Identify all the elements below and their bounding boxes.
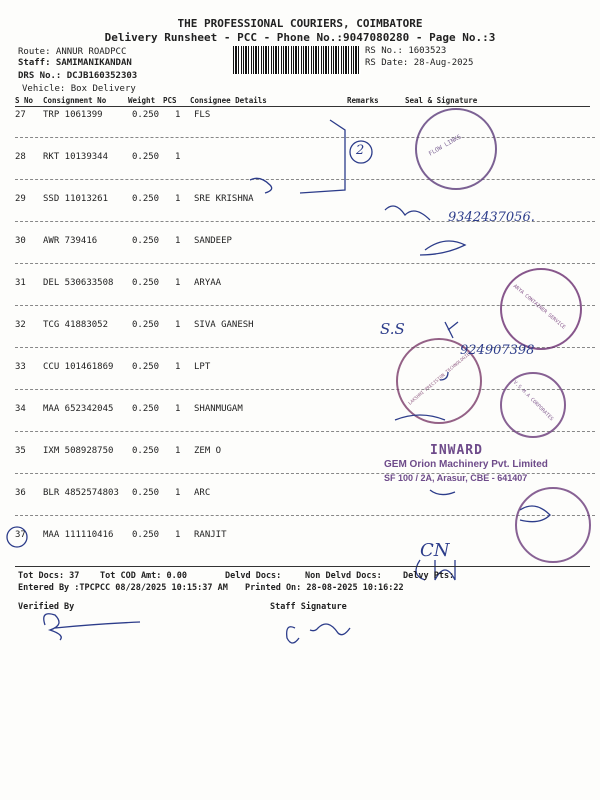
row-consignment: SSD 11013261	[43, 194, 109, 204]
row-weight: 0.250	[132, 488, 160, 498]
row-consignee: SHANMUGAM	[194, 404, 243, 414]
gem-orion-stamp: GEM Orion Machinery Pvt. Limited	[384, 459, 548, 470]
total-docs: Tot Docs: 37	[18, 571, 80, 581]
handwritten-phone-1: 9342437056.	[448, 210, 535, 225]
row-sno: 33	[15, 362, 26, 372]
route-label: Route: ANNUR ROADPCC	[18, 47, 127, 57]
col-seal: Seal & Signature	[405, 96, 478, 105]
row-pcs: 1	[175, 446, 181, 456]
non-delivered-docs: Non Delvd Docs:	[305, 571, 382, 581]
staff-signature-label: Staff Signature	[270, 602, 347, 612]
row-pcs: 1	[175, 278, 181, 288]
row-consignee: RANJIT	[194, 530, 227, 540]
row-consignment: TRP 1061399	[43, 110, 103, 120]
signature-34	[395, 372, 448, 420]
row-pcs: 1	[175, 404, 181, 414]
staff-label: Staff: SAMIMANIKANDAN	[18, 58, 132, 68]
row-consignee: FLS	[194, 110, 211, 120]
row-consignee: SANDEEP	[194, 236, 232, 246]
row-weight: 0.250	[132, 110, 160, 120]
runsheet-subtitle: Delivery Runsheet - PCC - Phone No.:9047080280 - Page No.:3	[104, 31, 496, 44]
pen-do-mark	[250, 178, 272, 193]
drs-label: DRS No.: DCJB160352303	[18, 71, 138, 81]
row-pcs: 1	[175, 362, 181, 372]
col-weight: Weight	[128, 96, 156, 105]
row-consignment: TCG 41883052	[43, 320, 109, 330]
signature-36	[520, 506, 550, 522]
row-consignment: BLR 4852574803	[43, 488, 119, 498]
row-sno: 28	[15, 152, 26, 162]
inward-stamp: INWARD	[430, 443, 483, 458]
row-pcs: 1	[175, 320, 181, 330]
footer-rule	[15, 566, 590, 567]
handwritten-ss: S.S	[380, 320, 405, 338]
row-consignee: ZEM O	[194, 446, 222, 456]
verified-signature	[44, 614, 140, 640]
row-pcs: 1	[175, 236, 181, 246]
row-weight: 0.250	[132, 152, 160, 162]
handwritten-cn: CN	[420, 540, 450, 561]
vehicle-label: Vehicle: Box Delivery	[22, 84, 136, 94]
row-weight: 0.250	[132, 194, 160, 204]
col-sno: S No	[15, 96, 34, 105]
row-consignee: ARC	[194, 488, 211, 498]
handwritten-phone-2: 924907398	[460, 343, 535, 358]
row-sno: 32	[15, 320, 26, 330]
rs-date: RS Date: 28-Aug-2025	[365, 58, 474, 68]
lakshmi-stamp: LAKSHMI PRECISION TECHNOLOGIES	[396, 338, 482, 424]
company-title: THE PROFESSIONAL COURIERS, COIMBATORE	[177, 17, 423, 30]
row-sno: 31	[15, 278, 26, 288]
handwritten-two: 2	[356, 143, 365, 158]
row-weight: 0.250	[132, 362, 160, 372]
delivery-points: Delvy Pts:	[403, 571, 455, 581]
row-sno: 34	[15, 404, 26, 414]
row-weight: 0.250	[132, 446, 160, 456]
row-pcs: 1	[175, 530, 181, 540]
signature-32-mark	[445, 322, 458, 338]
row-sno: 35	[15, 446, 26, 456]
printed-on: Printed On: 28-08-2025 10:16:22	[245, 583, 404, 593]
row-consignee: SIVA GANESH	[194, 320, 254, 330]
col-consignment: Consignment No	[43, 96, 107, 105]
row-pcs: 1	[175, 110, 181, 120]
row-sno: 29	[15, 194, 26, 204]
col-remarks: Remarks	[347, 96, 379, 105]
row-pcs: 1	[175, 194, 181, 204]
entered-by: Entered By :TPCPCC 08/28/2025 10:15:37 AM	[18, 583, 228, 593]
row-sno: 30	[15, 236, 26, 246]
row-pcs: 1	[175, 488, 181, 498]
flow-links-stamp: FLOW LINKS	[415, 108, 497, 190]
row-sno: 36	[15, 488, 26, 498]
row-consignee: LPT	[194, 362, 211, 372]
verified-by: Verified By	[18, 602, 75, 612]
row-consignment: CCU 101461869	[43, 362, 114, 372]
col-pcs: PCS	[163, 96, 177, 105]
gem-address-stamp: SF 100 / 2A, Arasur, CBE - 641407	[384, 473, 528, 483]
staff-signature-mark	[287, 624, 350, 643]
col-consignee: Consignee Details	[190, 96, 267, 105]
row-consignment: DEL 530633508	[43, 278, 114, 288]
arya-stamp: ARYA CONTAINER SERVICE	[500, 268, 582, 350]
row-weight: 0.250	[132, 236, 160, 246]
circled-row-number	[7, 527, 27, 547]
row-pcs: 1	[175, 152, 181, 162]
row-consignee: SRE KRISHNA	[194, 194, 254, 204]
row-sno: 37	[15, 530, 26, 540]
row-weight: 0.250	[132, 404, 160, 414]
rs-number: RS No.: 1603523	[365, 46, 447, 56]
pen-bracket-mark	[300, 120, 345, 193]
total-cod: Tot COD Amt: 0.00	[100, 571, 187, 581]
signature-35	[430, 490, 455, 495]
row-weight: 0.250	[132, 278, 160, 288]
row-consignment: MAA 111110416	[43, 530, 114, 540]
vsma-stamp: V.S.M.A CORPORATES	[500, 372, 566, 438]
row-sno: 27	[15, 110, 26, 120]
row-weight: 0.250	[132, 320, 160, 330]
signature-29	[385, 206, 430, 220]
row-weight: 0.250	[132, 530, 160, 540]
delivered-docs: Delvd Docs:	[225, 571, 282, 581]
row-consignee: ARYAA	[194, 278, 222, 288]
row-consignment: AWR 739416	[43, 236, 98, 246]
row-consignment: MAA 652342045	[43, 404, 114, 414]
row-consignment: IXM 508928750	[43, 446, 114, 456]
row-consignment: RKT 10139344	[43, 152, 109, 162]
signature-30	[420, 241, 465, 255]
